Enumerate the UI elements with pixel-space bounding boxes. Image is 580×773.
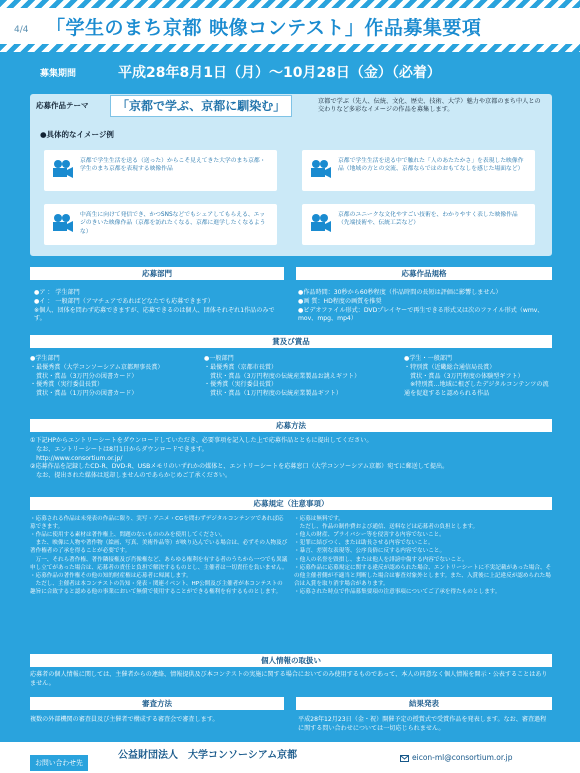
rule-line: ・犯罪に結びつく、または助長させる内容でないこと。 [294, 540, 434, 547]
prize-line: ・優秀賞（実行委員長賞） [30, 381, 104, 389]
rule-line: ・応募作品に応募規定に関する違反が認められた場合、エントリーシートに不実記載があった場合、その他主催者側が不適当と判断した場合は審査対象外とします。また、入賞後に上記違反が認められた場合は入賞を取り消す場合があります。 [294, 564, 552, 587]
theme-title: 「京都で学ぶ、京都に馴染む」 [110, 95, 292, 117]
prizes-student [30, 355, 200, 399]
rule-line: ・他人の名誉を毀損し、または他人を誹謗中傷する内容でないこと。 [294, 556, 468, 563]
prize-line: 賞状・賞品（1万円分の図書カード） [30, 390, 138, 398]
categories-line: ●イ ： 一般部門（アマチュアであればどなたでも応募できます） [34, 297, 214, 305]
rule-line: また、映像に人物や著作物（絵画、写真、美術作品等）が映り込んでいる場合は、必ずその人物及び著作権者の了承を得ることが必要です。 [30, 540, 288, 555]
rules-header: 応募規定（注意事項） [30, 497, 552, 510]
page-title: 「学生のまち京都 映像コンテスト」作品募集要項 [46, 17, 482, 39]
prize-line: 賞状・賞品（3万円分の図書カード） [30, 372, 138, 380]
example-card [302, 150, 535, 191]
page-number: 4/4 [14, 25, 29, 35]
prize-line: 賞状・賞品（3万円程度の伝統産業製品お誂えギフト） [204, 372, 361, 380]
rule-line: ・応募された時点で作品募集要項の注意事項についてご了承を得たものとします。 [294, 588, 501, 595]
theme-label: 応募作品テーマ [36, 101, 89, 110]
prizes-special [404, 355, 552, 399]
results-text: 平成28年12月23日（金・祝）開催予定の授賞式で受賞作品を発表します。なお、審査過程に関する問い合わせについては一切応じられません。 [298, 716, 547, 732]
method-line: なお、提出された媒体は返却しませんのであらかじめご了承ください。 [30, 472, 232, 480]
review-text: 複数の外部機関の審査員及び主催者で構成する審査会で審査します。 [30, 716, 219, 723]
method-line: ①下記HPからエントリーシートをダウンロードしていただき、必要事項を記入した上で応募作品とともに提出してください。 [30, 437, 373, 444]
example-text: 中高生に向けて発信でき、かつSNSなどでもシェアしてもらえる、エッジのきいた映像作品（京都を訪れたくなる、京都に進学したくなるような） [80, 212, 266, 235]
movie-camera-icon [310, 213, 332, 235]
prize-line: ●一般部門 [204, 355, 234, 362]
prizes-general [204, 355, 400, 399]
rule-line: ・応募作品の著作権その他の知的財産権は応募者に帰属します。 [30, 572, 192, 579]
example-card [302, 204, 535, 245]
categories-line: ●ア ： 学生部門 [34, 289, 80, 296]
example-text: 京都のユニークな文化やすごい技術を、わかりやすく表した映像作品（先端技術や、伝統工芸など） [338, 212, 518, 227]
results-header: 結果発表 [296, 697, 552, 710]
rule-line: 万一、それら著作権、著作隣接権及び肖像権など、あらゆる権利を有する者のうちから一つでも異議申し立てがあった場合は、応募者の責任と負担で解決するものとし、主催者は一切責任を負いません。 [30, 556, 288, 571]
movie-camera-icon [52, 213, 74, 235]
categories-header: 応募部門 [30, 267, 284, 280]
method-url: http://www.consortium.or.jp/ [30, 454, 123, 462]
example-card [44, 204, 277, 245]
prize-line: ・特別賞（近畿総合通信局長賞） [404, 363, 496, 371]
movie-camera-icon [310, 159, 332, 181]
prize-line: ・最優秀賞（京都市長賞） [204, 363, 278, 371]
movie-camera-icon [52, 159, 74, 181]
period-label: 募集期間 [40, 69, 77, 79]
review-header: 審査方法 [30, 697, 284, 710]
specs-header: 応募作品規格 [296, 267, 552, 280]
prize-line: 賞状・賞品（3万円程度の体験型ギフト） [404, 372, 524, 380]
example-card [44, 150, 277, 191]
specs-text [298, 289, 552, 324]
specs-line: ●画 質：HD程度の画質を推奨 [298, 297, 382, 305]
contact-email[interactable]: eicon-ml@consortium.or.jp [412, 753, 513, 762]
privacy-text: 応募者の個人情報に関しては、主催者からの連絡、情報提供及び本コンテストの実施に関する場合においてのみ使用するものであって、本人の同意なく個人情報を開示・公表することはありません。 [30, 671, 548, 687]
rule-line: ・他人の財産、プライバシー等を侵害する内容でないこと。 [294, 532, 445, 539]
rule-line: ・応募は無料です。 [294, 516, 344, 522]
top-dash-border [0, 0, 580, 8]
envelope-icon [400, 755, 409, 762]
period-row [0, 60, 580, 90]
prize-line: ●学生部門 [30, 355, 60, 362]
rule-line: ・応募される作品は未発表の作品に限り、実写・アニメ・CGを問わずデジタルコンテンツであれば応募できます。 [30, 516, 284, 531]
rules-right [294, 515, 552, 596]
rules-left [30, 515, 288, 596]
contact-label: お問い合わせ先 [30, 755, 88, 771]
categories-text [34, 289, 284, 324]
privacy-header: 個人情報の取扱い [30, 654, 552, 667]
method-text [30, 437, 552, 481]
example-text: 京都で学生生活を送る（送った）からこそ見えてきた大学のまち京都・学生のまち京都を表現する映像作品 [80, 158, 266, 173]
rule-line: ・暴言、差別な表現等、公序良俗に反する内容でないこと。 [294, 548, 446, 555]
organization-name: 公益財団法人 大学コンソーシアム京都 [118, 750, 298, 761]
prize-line: ●学生・一般部門 [404, 355, 452, 362]
method-header: 応募方法 [30, 419, 552, 432]
specs-line: ●ビデオファイル形式：DVDプレイヤーで再生できる形式又は次のファイル形式（wmv、mov、mpg、mp4） [298, 306, 544, 323]
period-value: 平成28年8月1日（月）～10月28日（金）（必着） [118, 65, 441, 81]
categories-line: ※個人、団体を問わず応募できますが、応募できるのは個人、団体それぞれ1作品のみです。 [34, 306, 275, 323]
rule-line: ただし、作品の制作費および通信、送料などは応募者の負担とします。 [294, 524, 479, 531]
examples-label: ●具体的なイメージ例 [40, 130, 114, 139]
prize-line: ・最優秀賞（大学コンソーシアム京都理事長賞） [30, 363, 164, 371]
example-text: 京都で学生生活を送る中で触れた「人のあたたかさ」を表現した映像作品（地域の方との交流、京都ならではのおもてなしを感じた場面など） [338, 158, 524, 173]
rule-line: ただし、主催者は本コンテストの告知・発表・関連イベント、HP公開及び主催者が本コンテストの趣旨に合致すると認める他の事業において無償で使用することができる権利を有するものとします。 [30, 580, 283, 595]
title-dash-border [0, 44, 580, 52]
prize-line: ※特別賞…地域に根ざしたデジタルコンテンツの流通を促進すると認められる作品 [404, 381, 549, 398]
prize-line: ・優秀賞（実行委員長賞） [204, 381, 278, 389]
method-line: ②応募作品を記録したCD-R、DVD-R、USBメモリのいずれかの媒体と、エントリーシートを応募窓口（大学コンソーシアム京都）宛てに郵送して提出。 [30, 463, 449, 471]
prize-line: 賞状・賞品（1万円程度の伝統産業製品ギフト） [204, 390, 342, 398]
method-line: なお、エントリーシートは8月1日からダウンロードできます。 [30, 445, 208, 453]
theme-description: 京都で学ぶ（先人、伝統、文化、歴史、技術、大学）魅力や京都のまち中人との交わりなど多彩なイメージの作品を募集します。 [318, 98, 541, 114]
rule-line: ・作品に使用する素材は著作権上、問題のないもののみを使用してください。 [30, 532, 226, 539]
prizes-header: 賞及び賞品 [30, 335, 552, 348]
specs-line: ●作品時間：30秒から60秒程度（作品時間の長短は評価に影響しません） [298, 289, 502, 296]
